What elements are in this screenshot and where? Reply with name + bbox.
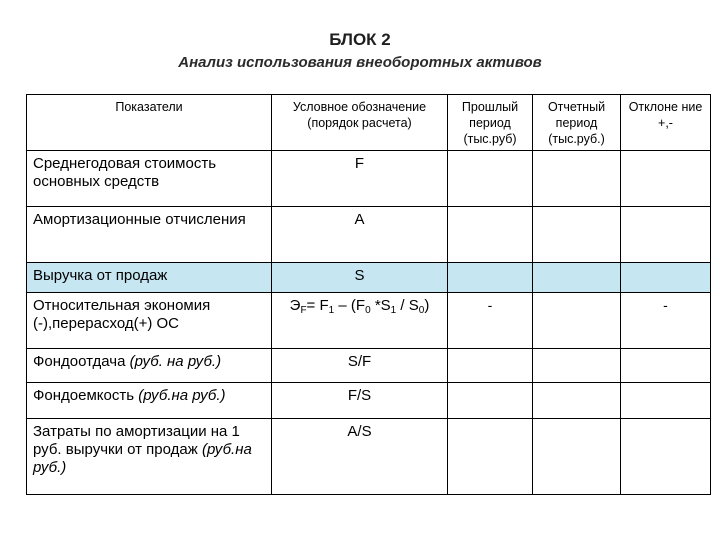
row-deviation [621, 263, 711, 293]
row-previous [448, 207, 533, 263]
row-label-unit: (руб. на руб.) [129, 353, 222, 370]
row-label: Амортизационные отчисления [27, 207, 272, 263]
row-previous [448, 383, 533, 419]
header-deviation: Отклоне ние +,- [621, 95, 711, 151]
row-current [533, 419, 621, 495]
row-deviation: - [621, 293, 711, 349]
analysis-table [26, 94, 711, 495]
row-label: Среднегодовая стоимость основных средств [27, 151, 272, 207]
table-row [27, 383, 711, 419]
row-label [27, 383, 272, 419]
row-formula: S/F [272, 349, 448, 383]
row-previous [448, 419, 533, 495]
header-notation: Условное обозначение (порядок расчета) [272, 95, 448, 151]
block-subtitle: Анализ использования внеоборотных активов [178, 54, 542, 71]
row-label: Относительная экономия (-),перерасход(+) ОС [27, 293, 272, 349]
row-deviation [621, 383, 711, 419]
row-label [27, 419, 272, 495]
row-deviation [621, 349, 711, 383]
row-deviation [621, 151, 711, 207]
header-indicators: Показатели [27, 95, 272, 151]
header-previous: Прошлый период (тыс.руб) [448, 95, 533, 151]
row-label-main: Затраты по амортизации на 1 руб. выручки от продаж [33, 423, 240, 458]
row-current [533, 263, 621, 293]
row-previous [448, 263, 533, 293]
row-formula: S [272, 263, 448, 293]
table-row [27, 207, 711, 263]
row-current [533, 383, 621, 419]
row-label-main: Фондоемкость [33, 387, 139, 404]
row-label-unit: (руб.на руб.) [138, 387, 226, 404]
row-label: Выручка от продаж [27, 263, 272, 293]
table-row [27, 263, 711, 293]
row-current [533, 151, 621, 207]
row-current [533, 293, 621, 349]
row-label-unit: (руб.на руб.) [33, 441, 252, 476]
row-deviation [621, 207, 711, 263]
row-previous: - [448, 293, 533, 349]
row-formula: A/S [272, 419, 448, 495]
row-formula [272, 293, 448, 349]
row-formula: F [272, 151, 448, 207]
block-title: БЛОК 2 [329, 30, 391, 49]
table-row [27, 419, 711, 495]
row-label-main: Фондоотдача [33, 353, 130, 370]
header-current: Отчетный период (тыс.руб.) [533, 95, 621, 151]
row-formula: A [272, 207, 448, 263]
table-row [27, 349, 711, 383]
row-formula: F/S [272, 383, 448, 419]
table-row [27, 151, 711, 207]
table-row [27, 293, 711, 349]
formula-economy: $Э_F= F_1 - (F_0$ $*S_1 / S_0$) [289, 297, 430, 316]
row-current [533, 349, 621, 383]
row-deviation [621, 419, 711, 495]
row-label [27, 349, 272, 383]
row-previous [448, 349, 533, 383]
header-row [27, 95, 711, 151]
row-current [533, 207, 621, 263]
row-previous [448, 151, 533, 207]
